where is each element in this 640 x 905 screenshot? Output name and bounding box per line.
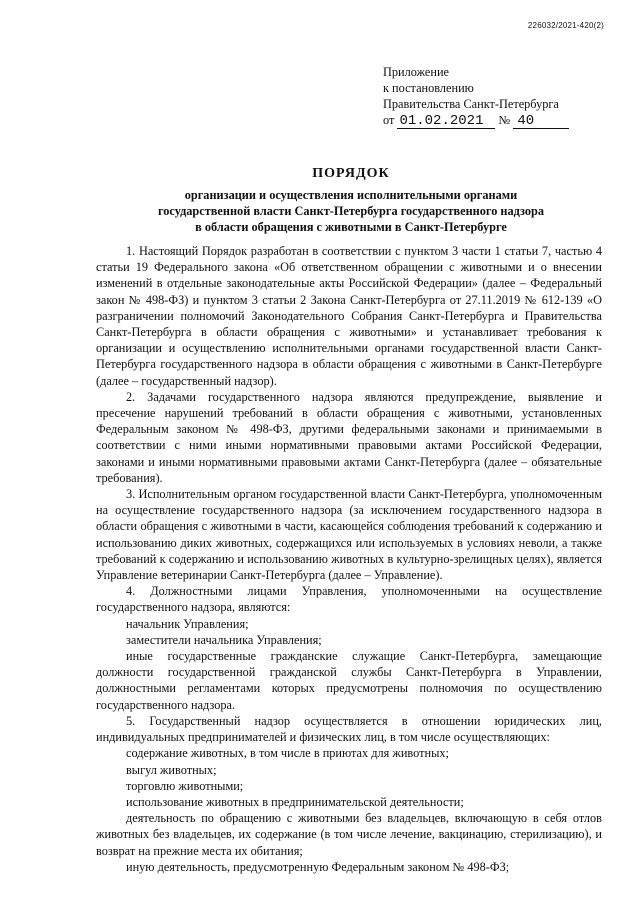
- list-item: иную деятельность, предусмотренную Федеральным законом № 498-ФЗ;: [126, 859, 510, 874]
- title-line: организации и осуществления исполнительными органами: [184, 188, 518, 202]
- paragraph-3: 3. Исполнительным органом государственной власти Санкт-Петербурга, уполномоченным на осуществление государственного надзора (за исключением государственного надзора в области обращения с животными в части, касающейся соблюдения требований к содержанию и использованию диких животных, содержащихся или используемых в условиях неволи, а также требований к содержанию и использованию животных в культурно-зрелищных целях), является Управление ветеринарии Санкт-Петербурга (далее – Управление).: [96, 487, 602, 583]
- number-prefix: №: [498, 113, 511, 127]
- paragraph-2: 2. Задачами государственного надзора являются предупреждение, выявление и пресечение нарушений требований в области обращения с животными, установленных Федеральным законом № 498-ФЗ, другими федеральными законами и принимаемыми в соответствии с ними иными нормативными правовыми актами Российской Федерации, законами и иными нормативными правовыми актами Санкт-Петербурга (далее – обязательные требования).: [96, 389, 602, 485]
- list-item: содержание животных, в том числе в приютах для животных;: [126, 746, 449, 761]
- list-item: выгул животных;: [126, 762, 217, 777]
- paragraph-4: 4. Должностными лицами Управления, уполномоченными на осуществление государственного надзора, являются:: [96, 584, 602, 615]
- document-body: [96, 243, 602, 875]
- list-item: заместители начальника Управления;: [126, 632, 322, 647]
- list-item: деятельность по обращению с животными без владельцев, включающую в себя отлов животных без владельцев, их содержание (в том числе лечение, вакцинацию, стерилизацию), и возврат на прежние места их обитания;: [96, 811, 602, 858]
- handwritten-date: 01.02.2021: [397, 114, 495, 129]
- list-item: начальник Управления;: [126, 616, 249, 631]
- paragraph-1: 1. Настоящий Порядок разработан в соответствии с пунктом 3 части 1 статьи 7, частью 4 статьи 19 Федерального закона «Об ответственном обращении с животными и о внесении изменений в отдельные законодательные акты Российской Федерации» (далее – Федеральный закон № 498-ФЗ) и пунктом 3 статьи 2 Закона Санкт-Петербурга от 27.11.2019 № 612-139 «О разграничении полномочий Законодательного Собрания Санкт-Петербурга и Правительства Санкт-Петербурга в области обращения с животными» и устанавливает требования к организации и осуществлению исполнительными органами государственной власти Санкт-Петербурга государственного надзора в области обращения с животными в Санкт-Петербурге (далее – государственный надзор).: [96, 244, 602, 388]
- appendix-line: Правительства Санкт-Петербурга: [383, 97, 559, 111]
- date-prefix: от: [383, 113, 395, 127]
- title-main: ПОРЯДОК: [312, 166, 390, 181]
- list-item: иные государственные гражданские служащие Санкт-Петербурга, замещающие должности государственной гражданской службы Санкт-Петербурга в Управлении, должностными регламентами которых предусмотрены полномочия по осуществлению государственного надзора.: [96, 649, 602, 712]
- appendix-line: Приложение: [383, 65, 449, 79]
- handwritten-number: 40: [513, 114, 569, 129]
- paragraph-5: 5. Государственный надзор осуществляется в отношении юридических лиц, индивидуальных предпринимателей и физических лиц, в том числе осуществляющих:: [96, 713, 602, 745]
- title-line: государственной власти Санкт-Петербурга государственного надзора: [157, 204, 545, 218]
- document-title: [96, 166, 606, 235]
- title-line: в области обращения с животными в Санкт-Петербурге: [195, 220, 507, 234]
- appendix-block: [383, 64, 603, 129]
- list-item: использование животных в предпринимательской деятельности;: [126, 794, 464, 809]
- list-item: торговлю животными;: [126, 778, 244, 793]
- document-code: 226032/2021-420(2): [527, 21, 604, 30]
- appendix-line: к постановлению: [383, 81, 474, 95]
- appendix-date-line: [383, 112, 603, 129]
